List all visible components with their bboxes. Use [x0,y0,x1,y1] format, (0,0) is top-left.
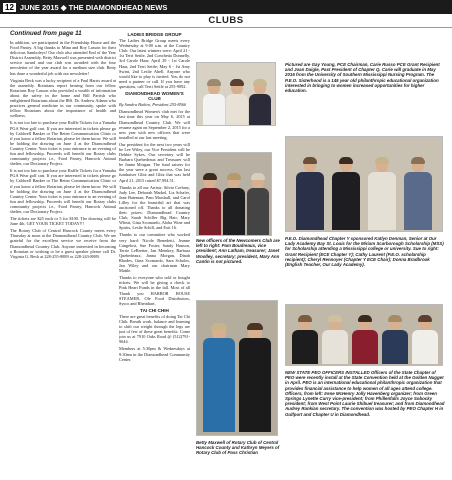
rotary-caption: Betty Maxwell of Rotary Club of Central Hancock County and Kathryn Meyers of Rotary Club of Pass Christian [196,440,280,456]
paragraph: It is not too late to purchase your Raffle Tickets for a Yamaha PGA Wear golf cart. If you are interested in tickets please go by Caldwell Banker or The Better Communication Clinic or if you know a fellow Rotarian, please let them know. We will be holding the drawing on June 4 at the Diamondhead Country Center. Your ticket is your entrance to an evening of fun and fellowship. Proceeds will benefit our Rotary clubs community projects i.e., Food Pantry, Hancock Animal shelter, our Dictionary Project. [10,120,116,167]
scholarship-caption: P.E.O. Diamondhead Chapter Y sponsored Katlyn Denman, Senior at Our Lady Academy Bay St. Louis for the Miriam Scarborough Scholarship (MSS) for Scholarship attending a Mississippi college or university. Sue to right: Grant Recipient (ECE Chapter Y); Cathy Laurent (P.E.O. scholarship recipient); Cheryl Rennoyer (Chapter Y ECE Chair); Donna Bradbrook (English Teacher, Our Lady Academy). [285,236,444,268]
state-officers-photo [285,304,443,366]
state-officers-caption: NEW STATE PEO OFFICERS INSTALLED Officers of the State Chapter of PEO were recently install at the State Convention held at the Golden Nugget in April. PEO is an international educational philanthropic organization that provides financial assistance to help women of all ages attend college. Officers, from left: Irene McHenry Jolly Havenberg organizer; from Green Springs Lynette Curry vice-president; from Phillenfalls Joyce Sobocky president; from West Point Laurie Shibuel treasurer; and from Diamondhead Audrey Rankian secretary. The convention was hosted by PEO Chapter H in Gulfport and Chapter U in Diamondhead. [285,370,445,417]
page-header-bar [0,0,452,14]
paragraph: The tickets are $25 each or 5 for $100. The drawing will be June 4th. GET YOUR TICKET TODAY!!! [10,216,116,227]
continued-heading: Continued from page 11 [10,30,82,37]
tai-chi-heading: TAI CHI CHIH [140,307,169,313]
section-title: CLUBS [0,14,452,28]
paragraph: Thanks to our committee who worked very hard: Nicole Benedetti, Jeanne Cangelosi, Sue Foster, Sandy Hanson, Terrie LeBretter, Jan Meinkey, Barbara Quebedeaux, Janna Morgan, Dinah Rhodes, Gina Scomardo, Sara Scholes, Jan Wiley and our chairman Mary Mattle. [119,232,190,274]
scholarship-photo [285,136,443,232]
paragraph: Virginia Beck was a lucky recipient of a Paul Harris award at the assembly. Rotarians report hearing from our fellow Rotarians Roy Lasson who provided a wealth of information about the safety in the home and Bill Parrish who enlightened Rotarians about the IRS. Dr. Andrew Adams who practices general medicine in our community, spoke with fellow Rotarians about the importance of health and wellness. [10,77,116,119]
paragraph: Thanks to all our Artists: Silvia Corbary, Judy Lee, Deborah Markel, Liz Schafer, Jane Bateman, Pam Marshall, and Carol Lilley for the beautiful art that was auctioned off. Thanks to all donating their prizes: Diamondhead Country Club, Sarah Schiller Big Hair, Mary Wheat, Gina Scomardo, Aloha Wine and Spirits, Leslie Schill, and Exit 16. [119,184,190,231]
rotary-photo [196,300,278,436]
clubs-column [119,30,190,476]
paragraph: In addition, we participated in the Friendship House and the Food Pantry. A big thanks to Mina and Roy Lasson for their delicious Samboleys! Our club also attended End of the Year District Assembly. Betty Maxwell was presented with district service award and our club was awarded with the four newsletter of the year award for a medium size club. Betty has done a wonderful job with our newsletter! [10,40,116,76]
newcomers-photo [196,152,272,236]
paragraph: Members at 5:30pm & Wednesdays at 9:30am in the Diamondhead Community Center. [119,346,190,362]
peo-grant-caption: Pictured are Gay Young, PCE Chairman, Carie Russo PCE Grant Recipient and Joan Daigle, Past President of Chapter Q. Carie will graduate in May 2016 from the University of Southern Mississippi Nursing Program. The P.E.O. Sisterhood is a 145 year old philanthropic educational organization interested in bringing to women increased opportunities for higher education. [285,62,440,94]
peo-grant-photo [196,62,276,126]
womens-club-byline: By Sandra Hakiro, President 255-8566 [119,102,187,108]
newcomers-caption: New officers of the Newcomers Club are left to right: Pam Boudreaux, vice president; Ann Latham, treasurer; Janet Woolley, secretary; president, Mary Ann Cantin is not pictured. [196,238,280,264]
paragraph: There are great benefits of doing Tai Chi Chih. Breath work, balance and learning to shift our weight through the legs are just of few of these great benefits. Come join us at 7910 Oaks Road @ (512)791-9644. [119,313,190,345]
paragraph: Diamondhead Women's club met for the last time this year on May 6, 2015 at Diamondhead Country Club. We will resume again on September 2, 2015 for a new year with new officers that were installed at our last meeting. [119,109,190,140]
paragraph: It is not too late to purchase your Raffle Tickets for a Yamaha PGA Wear golf cart. If you are interested in tickets please go by Caldwell Banker or The Better Communication Clinic or if you know a fellow Rotarian, please let them know. We will be holding the drawing on June 4 at the Diamondhead Country Center. Your ticket is your entrance to an evening of fun and fellowship. Proceeds will benefit our Rotary clubs community projects i.e., Food Pantry, Hancock Animal shelter, our Dictionary Project. [10,168,116,214]
paragraph: The Rotary Club of Central Hancock County meets every Thursday at noon at the Diamondhead Country Club. We are grateful for the excellent service we receive from the Diamondhead Country Club. Anyone interested in becoming a Rotarian or wishing to be a guest speaker please call Dr. Virginia G. Beck at 228-255-8889 or 228-243-8889. [10,228,116,259]
womens-club-heading: DIAMONDHEAD WOMEN'S CLUB [125,91,184,102]
paragraph: Thanks to everyone who sold or bought tickets. We will be giving a check to Pink Heart Funds in the fall. Most of all Thank you HARBOR HOUSE STEAMER, Ole Food Distributors, Sysco and Rheinhart. [119,275,190,306]
ladies-bridge-text: The Ladies Bridge Group meets every Wednesday at 9:00 a.m. at the Country Club. Our latest winners were: April 21 - 1st Terri Settle, 2nd Conchetta Donnelly, 3rd Carole Haar; April 29 - 1st Carole Haar, 2nd Terri Settle; May 6 - 1st Amy Swint, 2nd Leslie Abell. Anyone who would like to play is invited. You do not need a partner or call. If you have any questions, call Terri Settle at 255-9092. [119,38,190,89]
rotary-column [10,30,116,476]
page-number: 12 [5,2,14,12]
ladies-bridge-heading: LADIES BRIDGE GROUP [127,32,182,37]
issue-line: JUNE 2015 ◆ THE DIAMONDHEAD NEWS [19,2,168,12]
paragraph: Our president for the next two years will be Lee Wiley, our Vice President will be Debbie Sykes, Our secretary will be Barbara Quebedeaux and Treasurer will be Janna Morgan. The fund raisers for the year were a great success. Our last fundraiser Glitz and Glitz that was held April 21, 2015 raised $7,994.51. [119,141,190,183]
